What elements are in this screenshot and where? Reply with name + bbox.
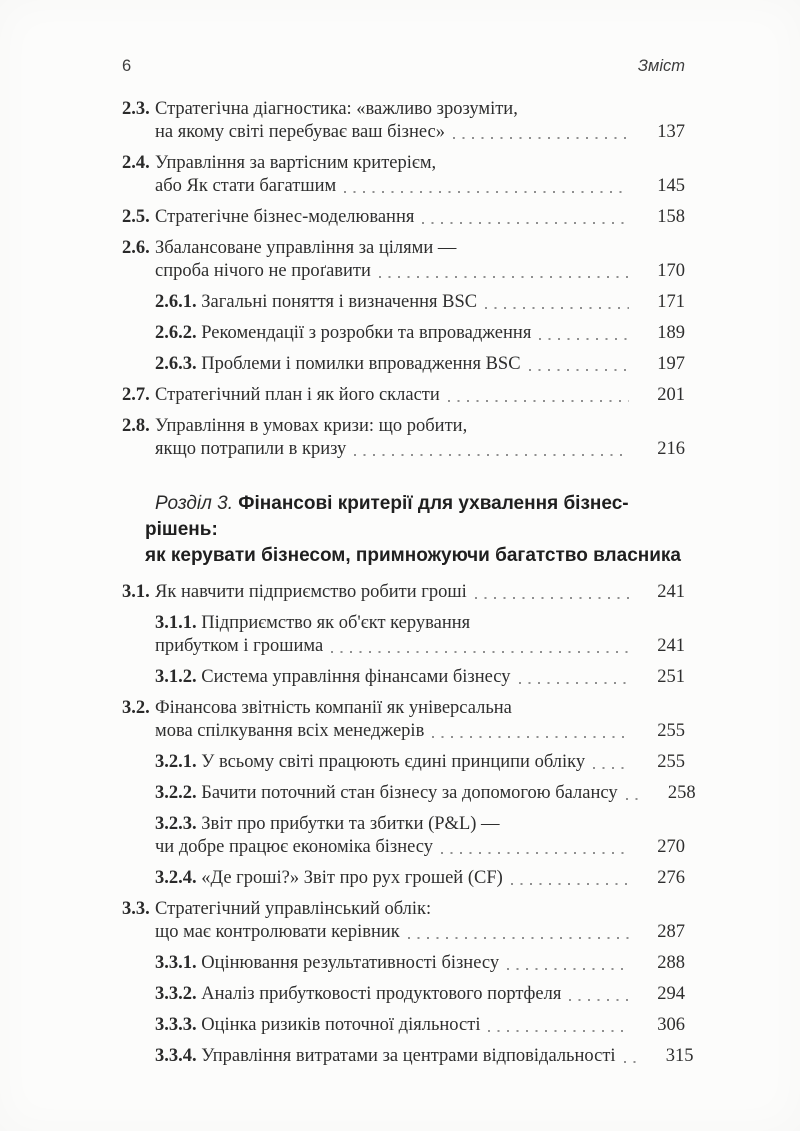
entry-number: 2.4. <box>122 153 150 173</box>
toc-entry <box>122 206 685 229</box>
dot-leader <box>408 937 629 939</box>
entry-page-number: 306 <box>657 1015 685 1035</box>
entry-page-number: 287 <box>657 922 685 942</box>
entry-line <box>155 867 685 890</box>
entry-number: 2.6.1. <box>155 292 197 312</box>
entry-page-number: 251 <box>657 667 685 687</box>
entry-line <box>155 121 685 144</box>
dot-leader <box>593 767 629 769</box>
folio-page-number: 6 <box>122 57 132 75</box>
entry-page-number: 241 <box>657 582 685 602</box>
entry-title: мова спілкування всіх менеджерів <box>155 721 425 741</box>
entry-title: 3.3.1. Оцінювання результативності бізнесу <box>155 953 500 973</box>
entry-title: Стратегічна діагностика: «важливо зрозуміти, <box>155 99 518 119</box>
entry-line <box>155 836 685 859</box>
entry-number: 3.2.4. <box>155 868 197 888</box>
running-header-title: Зміст <box>637 57 685 75</box>
entry-line <box>155 384 685 407</box>
entry-line <box>155 152 685 175</box>
entry-body <box>155 813 685 859</box>
entry-line <box>155 612 685 635</box>
entry-body <box>155 612 685 658</box>
entry-title: 3.3.2. Аналіз прибутковості продуктового портфеля <box>155 984 562 1004</box>
toc-entry <box>122 697 685 743</box>
entry-line <box>155 666 685 689</box>
entry-number: 2.5. <box>122 207 150 227</box>
entry-line <box>155 697 685 720</box>
entry-body <box>155 1014 685 1037</box>
entry-page-number: 170 <box>657 261 685 281</box>
entry-title: 3.3.3. Оцінка ризиків поточної діяльності <box>155 1015 481 1035</box>
entry-title: 3.2.1. У всьому світі працюють єдині принципи обліку <box>155 752 586 772</box>
entry-body <box>155 782 696 805</box>
entry-page-number: 171 <box>657 292 685 312</box>
entry-body <box>155 867 685 890</box>
entry-title: чи добре працює економіка бізнесу <box>155 837 433 857</box>
toc-entry <box>122 237 685 283</box>
dot-leader <box>453 137 629 139</box>
toc-entry <box>122 1014 685 1037</box>
entry-page-number: 294 <box>657 984 685 1004</box>
entry-body <box>155 898 685 944</box>
dot-leader <box>507 968 629 970</box>
entry-title: Як навчити підприємство робити гроші <box>155 582 467 602</box>
entry-title: Стратегічне бізнес-моделювання <box>155 207 415 227</box>
entry-line <box>155 720 685 743</box>
entry-title: що має контролювати керівник <box>155 922 400 942</box>
entry-title: або Як стати багатшим <box>155 176 337 196</box>
entry-number: 3.3.1. <box>155 953 197 973</box>
entry-body <box>155 237 685 283</box>
toc-entry <box>122 353 685 376</box>
entry-title: 2.6.2. Рекомендації з розробки та впровадження <box>155 323 532 343</box>
dot-leader <box>624 1061 638 1063</box>
entry-line <box>155 322 685 345</box>
entry-line <box>155 1014 685 1037</box>
dot-leader <box>441 852 629 854</box>
entry-line <box>155 291 685 314</box>
toc-entry <box>122 867 685 890</box>
entry-body <box>155 415 685 461</box>
entry-body <box>155 983 685 1006</box>
entry-line <box>155 782 696 805</box>
entry-title: якщо потрапили в кризу <box>155 439 347 459</box>
entry-line <box>155 635 685 658</box>
dot-leader <box>448 400 629 402</box>
entry-title: на якому світі перебуває ваш бізнес» <box>155 122 445 142</box>
chapter-heading <box>122 491 685 569</box>
toc-entry <box>122 813 685 859</box>
entry-title: 3.1.1. Підприємство як об'єкт керування <box>155 613 471 633</box>
toc-entry <box>122 983 685 1006</box>
entry-number: 2.7. <box>122 385 150 405</box>
dot-leader <box>354 454 629 456</box>
entry-title: прибутком і грошима <box>155 636 324 656</box>
entry-line <box>155 898 685 921</box>
entry-line <box>155 237 685 260</box>
entry-number: 3.3.4. <box>155 1046 197 1066</box>
entry-page-number: 258 <box>667 783 696 803</box>
entry-line <box>155 952 685 975</box>
toc-list <box>122 98 696 1068</box>
entry-line <box>155 1045 694 1068</box>
dot-leader <box>485 307 629 309</box>
dot-leader <box>488 1030 629 1032</box>
entry-page-number: 276 <box>657 868 685 888</box>
entry-body <box>155 291 685 314</box>
entry-number: 2.6.2. <box>155 323 197 343</box>
entry-title: Стратегічний план і як його скласти <box>155 385 440 405</box>
entry-body <box>155 152 685 198</box>
toc-entry <box>122 612 685 658</box>
entry-body <box>155 581 685 604</box>
toc-entry <box>122 415 685 461</box>
entry-number: 3.2.1. <box>155 752 197 772</box>
entry-title: 3.1.2. Система управління фінансами бізнесу <box>155 667 511 687</box>
dot-leader <box>529 369 629 371</box>
entry-title: 3.2.3. Звіт про прибутки та збитки (P&L) — <box>155 814 500 834</box>
entry-number: 2.6. <box>122 238 150 258</box>
entry-page-number: 201 <box>657 385 685 405</box>
entry-number: 2.6.3. <box>155 354 197 374</box>
dot-leader <box>475 597 629 599</box>
entry-body <box>155 206 685 229</box>
entry-line <box>155 983 685 1006</box>
entry-number: 3.2. <box>122 698 150 718</box>
entry-page-number: 158 <box>657 207 685 227</box>
entry-page-number: 137 <box>657 122 685 142</box>
entry-title: Збалансоване управління за цілями — <box>155 238 457 258</box>
entry-page-number: 315 <box>665 1046 694 1066</box>
entry-line <box>155 98 685 121</box>
entry-body <box>155 666 685 689</box>
entry-number: 3.2.2. <box>155 783 197 803</box>
entry-line <box>155 813 685 836</box>
entry-line <box>155 751 685 774</box>
entry-body <box>155 952 685 975</box>
dot-leader <box>626 798 640 800</box>
toc-entry <box>122 952 685 975</box>
toc-entry <box>122 751 685 774</box>
entry-number: 2.3. <box>122 99 150 119</box>
entry-body <box>155 751 685 774</box>
entry-number: 3.1.2. <box>155 667 197 687</box>
toc-entry <box>122 152 685 198</box>
toc-entry <box>122 98 685 144</box>
toc-entry <box>122 384 685 407</box>
entry-page-number: 197 <box>657 354 685 374</box>
entry-title: Стратегічний управлінський облік: <box>155 899 432 919</box>
entry-line <box>155 921 685 944</box>
entry-body <box>155 98 685 144</box>
entry-line <box>155 581 685 604</box>
dot-leader <box>569 999 629 1001</box>
entry-number: 3.3.3. <box>155 1015 197 1035</box>
entry-number: 3.1.1. <box>155 613 197 633</box>
toc-entry <box>122 322 685 345</box>
dot-leader <box>422 222 629 224</box>
dot-leader <box>511 883 629 885</box>
dot-leader <box>539 338 629 340</box>
entry-body <box>155 1045 694 1068</box>
dot-leader <box>519 682 630 684</box>
entry-number: 3.2.3. <box>155 814 197 834</box>
entry-page-number: 270 <box>657 837 685 857</box>
entry-title: Управління за вартісним критерієм, <box>155 153 437 173</box>
entry-title: 2.6.3. Проблеми і помилки впровадження BSC <box>155 354 521 374</box>
entry-line <box>155 415 685 438</box>
toc-entry <box>122 291 685 314</box>
entry-line <box>155 206 685 229</box>
entry-page-number: 255 <box>657 721 685 741</box>
toc-entry <box>122 1045 694 1068</box>
dot-leader <box>379 276 629 278</box>
entry-title: Фінансова звітність компанії як універсальна <box>155 698 512 718</box>
toc-entry <box>122 782 696 805</box>
entry-title: 2.6.1. Загальні поняття і визначення BSC <box>155 292 478 312</box>
entry-page-number: 255 <box>657 752 685 772</box>
entry-number: 2.8. <box>122 416 150 436</box>
entry-title: 3.2.2. Бачити поточний стан бізнесу за допомогою балансу <box>155 783 618 803</box>
entry-line <box>155 175 685 198</box>
entry-line <box>155 438 685 461</box>
entry-body <box>155 697 685 743</box>
toc-entry <box>122 581 685 604</box>
entry-line <box>155 353 685 376</box>
entry-body <box>155 384 685 407</box>
entry-body <box>155 353 685 376</box>
entry-number: 3.1. <box>122 582 150 602</box>
dot-leader <box>432 736 629 738</box>
toc-entry <box>122 666 685 689</box>
toc-entry <box>122 898 685 944</box>
entry-line <box>155 260 685 283</box>
dot-leader <box>344 191 629 193</box>
chapter-label: Розділ 3. <box>155 493 233 514</box>
entry-number: 3.3.2. <box>155 984 197 1004</box>
entry-title: Управління в умовах кризи: що робити, <box>155 416 468 436</box>
entry-number: 3.3. <box>122 899 150 919</box>
entry-page-number: 241 <box>657 636 685 656</box>
entry-title: 3.3.4. Управління витратами за центрами відповідальності <box>155 1046 616 1066</box>
entry-body <box>155 322 685 345</box>
entry-page-number: 288 <box>657 953 685 973</box>
entry-page-number: 145 <box>657 176 685 196</box>
entry-title: 3.2.4. «Де гроші?» Звіт про рух грошей (CF) <box>155 868 503 888</box>
chapter-title: Фінансові критерії для ухвалення бізнес-рішень: як керувати бізнесом, примножуючи багатство власника <box>145 493 681 566</box>
running-header <box>122 56 685 76</box>
entry-page-number: 216 <box>657 439 685 459</box>
entry-page-number: 189 <box>657 323 685 343</box>
dot-leader <box>331 651 629 653</box>
entry-title: спроба нічого не проґавити <box>155 261 371 281</box>
